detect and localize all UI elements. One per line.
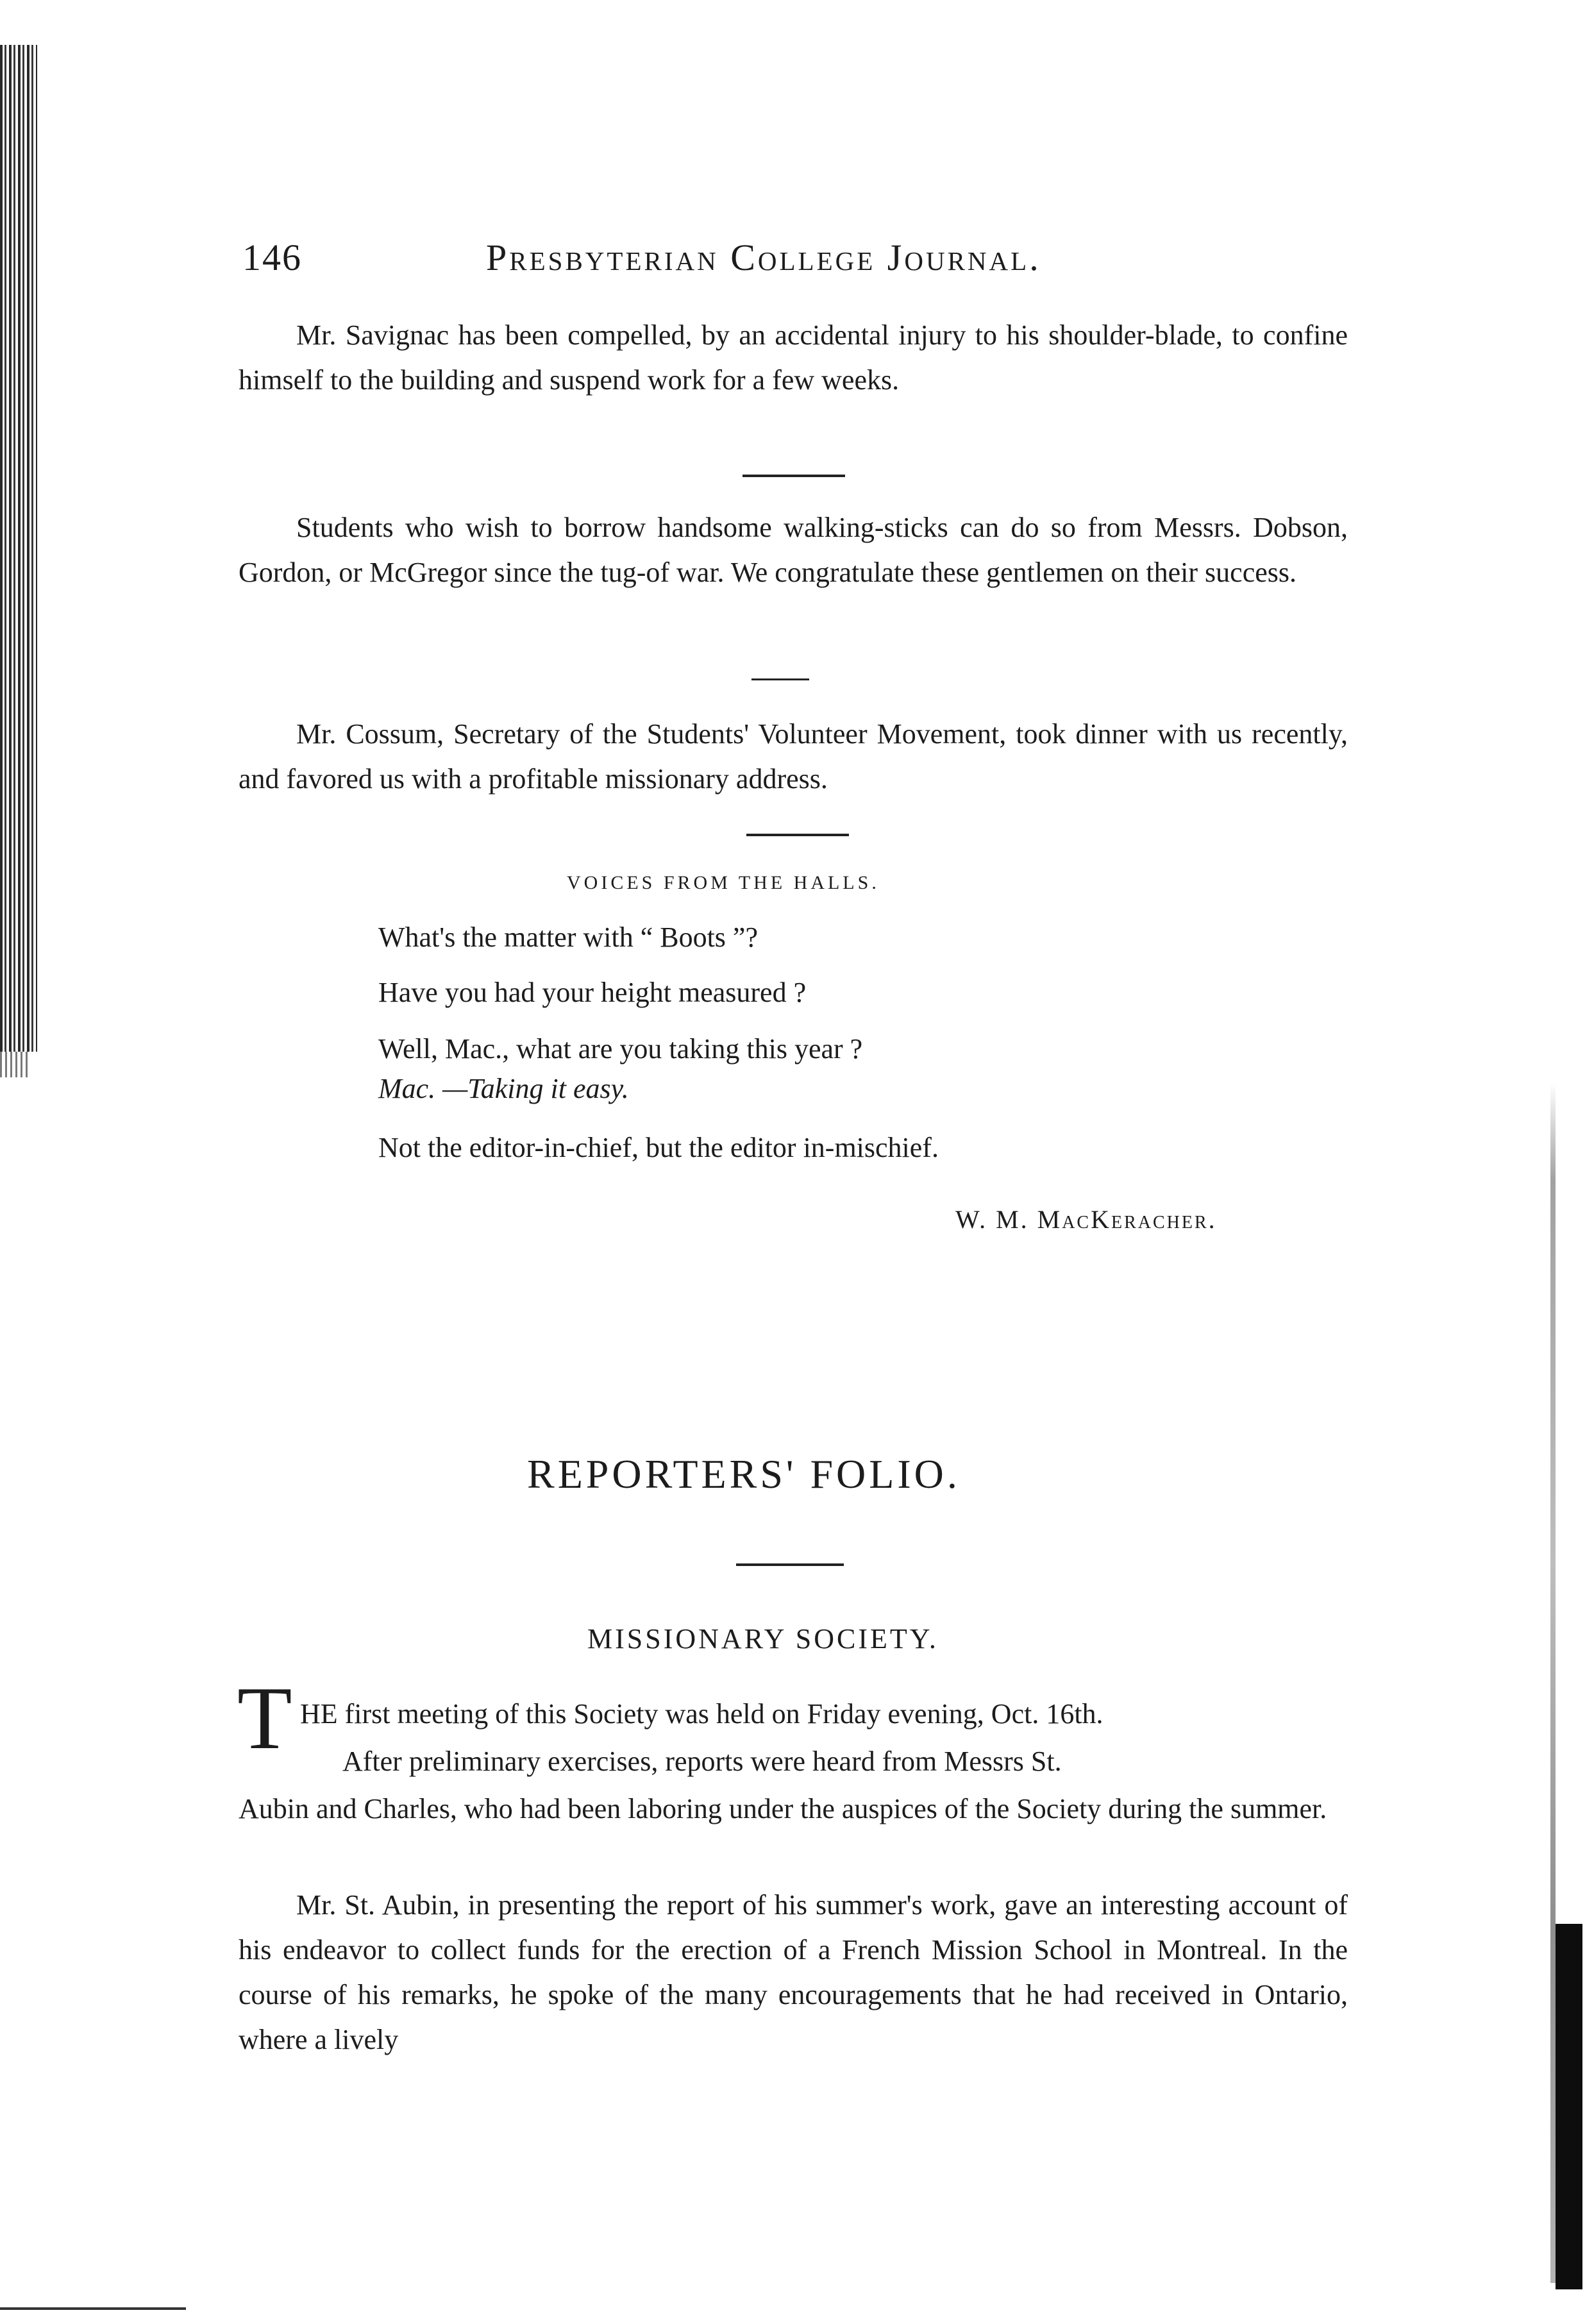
paragraph-savignac: Mr. Savignac has been compelled, by an accidental injury to his shoulder-blade, to confine himself to the building and suspend work for a few weeks.	[239, 319, 1348, 396]
voice-line: Not the editor-in-chief, but the editor in-mischief.	[378, 1132, 939, 1163]
divider-rule	[751, 678, 809, 680]
section-title: REPORTERS' FOLIO.	[527, 1451, 961, 1497]
divider-rule	[742, 475, 845, 477]
scan-edge-left-tail	[0, 1052, 28, 1077]
scan-edge-right	[1550, 1084, 1556, 2283]
voice-line: Have you had your height measured ?	[378, 977, 807, 1008]
page-number: 146	[242, 237, 302, 278]
page-header	[242, 230, 1108, 287]
voices-heading: VOICES FROM THE HALLS.	[567, 872, 880, 893]
first-line: HE first meeting of this Society was held on Friday evening, Oct. 16th.	[300, 1698, 1103, 1730]
scan-edge-bottom	[0, 2307, 186, 2310]
paragraph-missionary-intro: Aubin and Charles, who had been laboring under the auspices of the Society during the summer.	[239, 1793, 1327, 1824]
divider-rule	[746, 834, 849, 836]
second-line: After preliminary exercises, reports were heard from Messrs St.	[342, 1746, 1062, 1777]
paragraph-walking-sticks: Students who wish to borrow handsome walking-sticks can do so from Messrs. Dobson, Gordon, or McGregor since the tug-of war. We congratulate these gentlemen on their success.	[239, 512, 1348, 588]
divider-rule	[736, 1563, 844, 1566]
voice-line: Well, Mac., what are you taking this year ?	[378, 1033, 863, 1065]
signature: W. M. MacKeracher.	[955, 1205, 1217, 1234]
journal-title: Presbyterian College Journal.	[486, 237, 1041, 278]
paragraph-st-aubin: Mr. St. Aubin, in presenting the report of his summer's work, gave an interesting account of his endeavor to collect funds for the erection of a French Mission School in Montreal. In the course of his remarks, he spoke of the many encouragements that he had received in Ontario, where a lively	[239, 1889, 1348, 2055]
voice-line: What's the matter with “ Boots ”?	[378, 922, 758, 953]
subsection-title: MISSIONARY SOCIETY.	[587, 1623, 939, 1655]
paragraph-cossum: Mr. Cossum, Secretary of the Students' Volunteer Movement, took dinner with us recently, and favored us with a profitable missionary address.	[239, 718, 1348, 795]
drop-cap: T	[237, 1669, 292, 1768]
scan-edge-right-bar	[1556, 1924, 1582, 2289]
voice-line: Mac. —Taking it easy.	[378, 1073, 629, 1104]
scan-edge-left	[0, 45, 37, 1052]
